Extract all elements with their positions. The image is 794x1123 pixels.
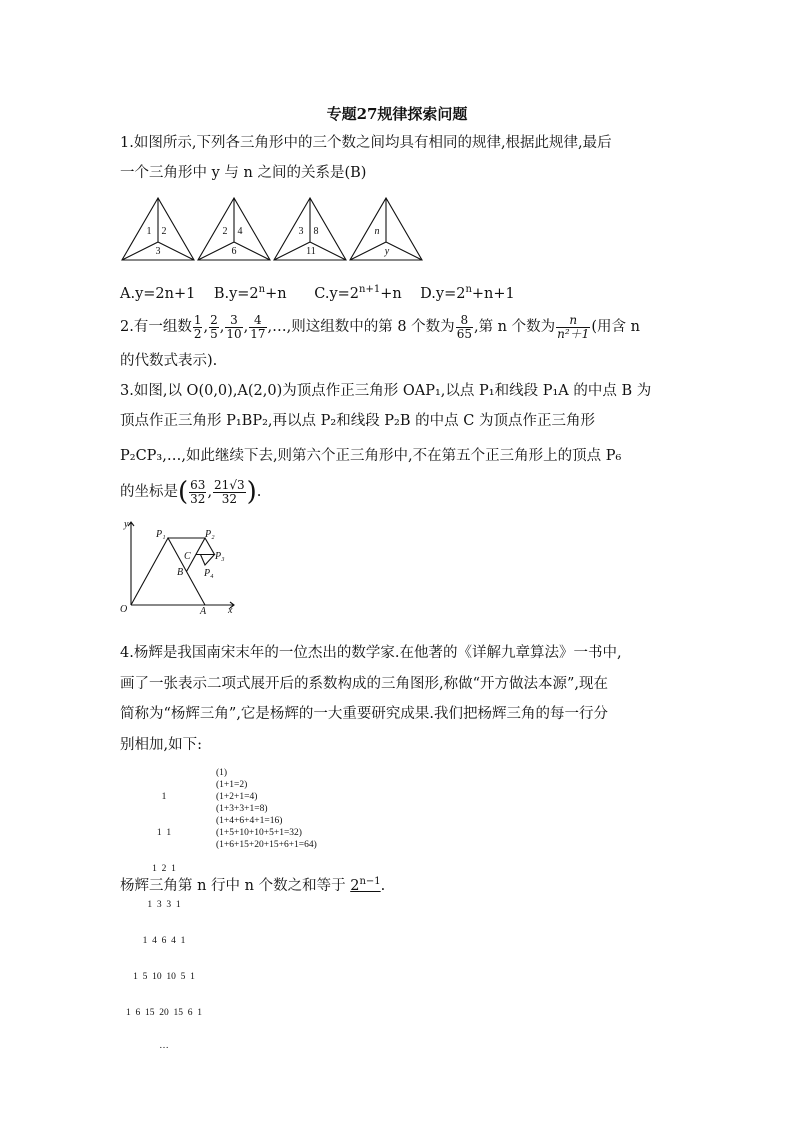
point-p2-label: P₂ bbox=[205, 529, 215, 540]
yanghui-triangle bbox=[114, 767, 214, 1061]
point-p1-label: P₁ bbox=[156, 529, 166, 540]
q4-answer: 杨辉三角第 n 行中 n 个数之和等于 $2^{n-1}$. bbox=[120, 876, 386, 894]
point-p3-label: P₃ bbox=[215, 551, 225, 562]
axis-x-label: x bbox=[228, 605, 233, 615]
q3-line1: 3.如图,以 O(0,0),A(2,0)为顶点作正三角形 OAP₁,以点 P₁和线段 P₁A 的中点 B 为 bbox=[120, 383, 652, 399]
q1-text-line2: 一个三角形中 y 与 n 之间的关系是(B) bbox=[120, 165, 367, 181]
tri3-right: 8 bbox=[313, 226, 319, 237]
q4-answer-prefix: 杨辉三角第 n 行中 n 个数之和等于 bbox=[120, 877, 346, 894]
q3-coord-x: $\frac{63}{32}$ bbox=[190, 477, 206, 506]
q2-fraction-4: $\frac{4}{17}$ bbox=[250, 312, 266, 341]
yanghui-row-1: 1 bbox=[161, 792, 167, 802]
yanghui-sum-2: (1+1=2) bbox=[216, 780, 248, 790]
q1-options bbox=[120, 280, 515, 304]
page-title: 专题27规律探索问题 bbox=[326, 105, 468, 123]
yanghui-row-5: 1 4 6 4 1 bbox=[142, 936, 186, 946]
yanghui-sums bbox=[216, 767, 317, 851]
q3-answer-prefix: 的坐标是 bbox=[120, 484, 178, 500]
yanghui-row-7: 1 6 15 20 15 6 1 bbox=[126, 1008, 202, 1018]
yanghui-dots: … bbox=[159, 1041, 169, 1051]
yanghui-row-2: 1 1 bbox=[156, 828, 172, 838]
yanghui-row-3: 1 2 1 bbox=[152, 864, 176, 874]
q3-line4: 的坐标是( $\frac{63}{32}$ , $\frac{21√3}{32}$ ). bbox=[120, 477, 262, 507]
tri1-bottom: 3 bbox=[155, 246, 161, 257]
yanghui-sum-1: (1) bbox=[216, 768, 228, 778]
tri1-right: 2 bbox=[161, 226, 167, 237]
q3-coord-y: $\frac{21√3}{32}$ bbox=[214, 477, 245, 506]
q3-line2: 顶点作正三角形 P₁BP₂,再以点 P₂和线段 P₂B 的中点 C 为顶点作正三角形 bbox=[120, 413, 595, 429]
q2-line1: 2.有一组数 $\frac{1}{2}$ , $\frac{2}{5}$ , $\frac{3}{10}$ , $\frac{4}{17}$ ,…,则这组数中的第 8 个数为 $\frac{8}{65}$ ,第 n 个数为 $\frac{n}{\text{n²＋1}}$ (用含 n bbox=[120, 312, 640, 341]
q2-middle-text-2: ,第 n 个数为 bbox=[473, 319, 556, 335]
q2-fraction-1: $\frac{1}{2}$ bbox=[193, 312, 202, 341]
point-c-label: C bbox=[184, 551, 191, 562]
tri3-left: 3 bbox=[298, 226, 304, 237]
point-a-label: A bbox=[200, 606, 207, 615]
point-b-label: B bbox=[177, 567, 184, 578]
q4-line3: 简称为“杨辉三角”,它是杨辉的一大重要研究成果.我们把杨辉三角的每一行分 bbox=[120, 706, 609, 722]
q4-line4: 别相加,如下: bbox=[120, 737, 202, 753]
q2-fraction-2: $\frac{2}{5}$ bbox=[210, 312, 218, 341]
q2-answer-n: $\frac{n}{\text{n²＋1}}$ bbox=[557, 312, 590, 341]
q1-option-c: $C.y=2^{n+1}+n$ bbox=[314, 284, 402, 302]
q1-option-b: $B.y=2^n+n$ bbox=[213, 284, 287, 302]
q2-middle-text: …,则这组数中的第 8 个数为 bbox=[272, 319, 455, 335]
q2-fraction-3: $\frac{3}{10}$ bbox=[226, 312, 242, 341]
tri2-right: 4 bbox=[237, 226, 243, 237]
axis-y-label: y bbox=[124, 519, 129, 530]
yanghui-sum-3: (1+2+1=4) bbox=[216, 792, 258, 802]
q4-line2: 画了一张表示二项式展开后的系数构成的三角图形,称做“开方做法本源”,现在 bbox=[120, 676, 609, 692]
q1-option-d: $D.y=2^n+n+1$ bbox=[420, 284, 515, 302]
tri4-left: n bbox=[374, 226, 380, 237]
yanghui-row-6: 1 5 10 10 5 1 bbox=[133, 972, 195, 982]
q2-line2: 的代数式表示). bbox=[120, 353, 218, 369]
q2-suffix: (用含 n bbox=[591, 319, 640, 335]
q2-prefix: 2.有一组数 bbox=[120, 319, 192, 335]
tri4-bottom: y bbox=[384, 246, 390, 257]
q4-line1: 4.杨辉是我国南宋末年的一位杰出的数学家.在他著的《详解九章算法》一书中, bbox=[120, 645, 622, 661]
tri2-bottom: 6 bbox=[231, 246, 237, 257]
yanghui-sum-6: (1+5+10+10+5+1=32) bbox=[216, 828, 302, 838]
yanghui-sum-5: (1+4+6+4+1=16) bbox=[216, 816, 283, 826]
yanghui-sum-7: (1+6+15+20+15+6+1=64) bbox=[216, 840, 317, 850]
yanghui-row-4: 1 3 3 1 bbox=[147, 900, 181, 910]
q3-line3: P₂CP₃,…,如此继续下去,则第六个正三角形中,不在第五个正三角形上的顶点 P₆ bbox=[120, 448, 622, 464]
tri3-bottom: 11 bbox=[306, 246, 316, 257]
q1-text-line1: 1.如图所示,下列各三角形中的三个数之间均具有相同的规律,根据此规律,最后 bbox=[120, 135, 612, 151]
tri1-left: 1 bbox=[146, 226, 152, 237]
q1-option-a: A.y=2n+1 bbox=[120, 285, 196, 302]
point-p4-label: P₄ bbox=[204, 568, 214, 579]
tri2-left: 2 bbox=[222, 226, 228, 237]
point-o-label: O bbox=[120, 604, 128, 615]
q2-answer-8: $\frac{8}{65}$ bbox=[456, 312, 472, 341]
q4-answer-value: $2^{n-1}$ bbox=[350, 876, 381, 894]
yanghui-sum-4: (1+3+3+1=8) bbox=[216, 804, 268, 814]
q1-triangles-figure bbox=[118, 196, 458, 264]
q3-coordinate-figure bbox=[116, 515, 240, 615]
